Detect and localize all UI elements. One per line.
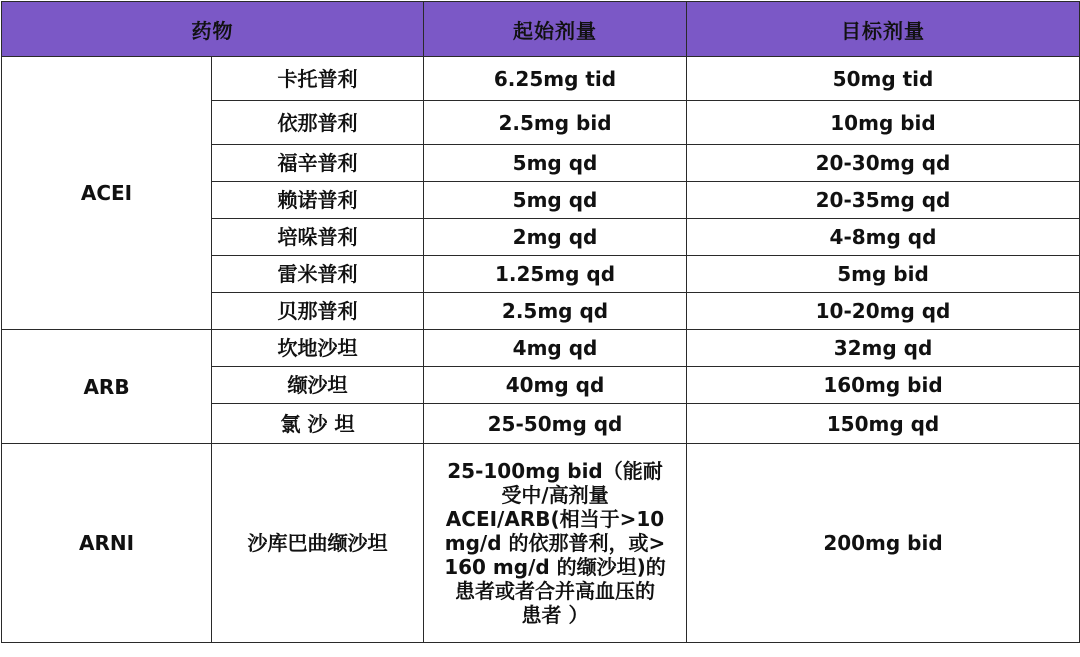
class-acei: ACEI: [2, 57, 212, 330]
drug-name: 贝那普利: [212, 293, 424, 330]
start-dose: 5mg qd: [424, 182, 687, 219]
drug-name: 沙库巴曲缬沙坦: [212, 444, 424, 643]
target-dose: 4-8mg qd: [687, 219, 1080, 256]
target-dose: 20-35mg qd: [687, 182, 1080, 219]
target-dose: 10-20mg qd: [687, 293, 1080, 330]
note-line: 患者或者合并高血压的: [455, 579, 655, 603]
drug-name: 培哚普利: [212, 219, 424, 256]
drug-name: 赖诺普利: [212, 182, 424, 219]
target-dose: 20-30mg qd: [687, 145, 1080, 182]
drug-name: 坎地沙坦: [212, 330, 424, 367]
note-line: 160 mg/d 的缬沙坦)的: [444, 555, 666, 579]
header-target-dose: 目标剂量: [687, 2, 1080, 57]
drug-name: 福辛普利: [212, 145, 424, 182]
start-dose: 4mg qd: [424, 330, 687, 367]
drug-name: 卡托普利: [212, 57, 424, 101]
drug-name: 缬沙坦: [212, 367, 424, 404]
start-dose-note: [424, 444, 687, 643]
target-dose: 160mg bid: [687, 367, 1080, 404]
note-line: mg/d 的依那普利，或>: [444, 531, 666, 555]
table-row: [2, 444, 1080, 643]
table-row: [2, 57, 1080, 101]
start-dose: 5mg qd: [424, 145, 687, 182]
target-dose: 5mg bid: [687, 256, 1080, 293]
target-dose: 150mg qd: [687, 404, 1080, 444]
header-start-dose: 起始剂量: [424, 2, 687, 57]
target-dose: 200mg bid: [687, 444, 1080, 643]
class-arni: ARNI: [2, 444, 212, 643]
drug-name: 依那普利: [212, 101, 424, 145]
start-dose: 25-50mg qd: [424, 404, 687, 444]
start-dose: 6.25mg tid: [424, 57, 687, 101]
dose-table: [1, 1, 1080, 643]
target-dose: 10mg bid: [687, 101, 1080, 145]
target-dose: 32mg qd: [687, 330, 1080, 367]
start-dose: 40mg qd: [424, 367, 687, 404]
start-dose: 2.5mg bid: [424, 101, 687, 145]
note-line: 患者 ）: [521, 603, 589, 627]
note-line: 受中/高剂量: [501, 483, 609, 507]
table-row: [2, 330, 1080, 367]
drug-name: 氯 沙 坦: [212, 404, 424, 444]
start-dose: 2mg qd: [424, 219, 687, 256]
target-dose: 50mg tid: [687, 57, 1080, 101]
start-dose: 1.25mg qd: [424, 256, 687, 293]
header-row: [2, 2, 1080, 57]
drug-name: 雷米普利: [212, 256, 424, 293]
header-drug: 药物: [2, 2, 424, 57]
note-line: 25-100mg bid（能耐: [447, 459, 663, 483]
class-arb: ARB: [2, 330, 212, 444]
start-dose: 2.5mg qd: [424, 293, 687, 330]
note-line: ACEI/ARB(相当于>10: [445, 507, 665, 531]
